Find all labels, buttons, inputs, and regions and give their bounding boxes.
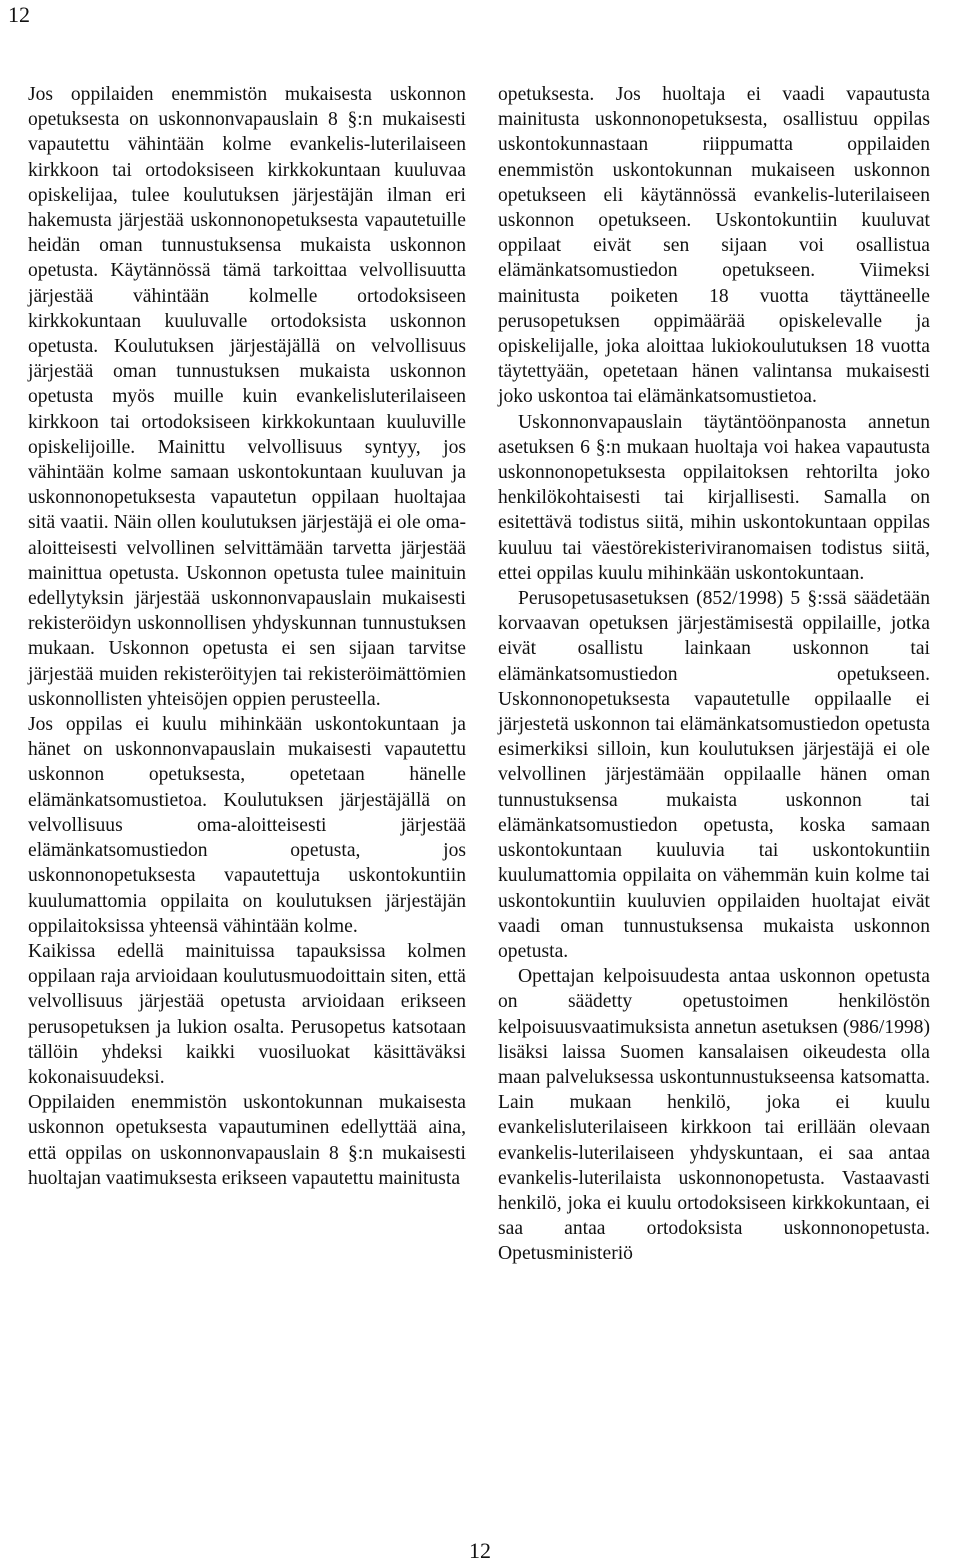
page-number-bottom: 12: [469, 1538, 491, 1563]
paragraph: opetuksesta. Jos huoltaja ei vaadi vapautusta mainitusta uskonnonopetuksesta, osallistuu oppilas uskontokunnastaan riippumatta oppilaiden enemmistön uskontokunnan mukaiseen uskonnon opetukseen eli käytännössä evankelis-luterilaiseen uskonnon opetukseen. Uskontokuntiin kuuluvat oppilaat eivät sen sijaan voi osallistua elämänkatsomustiedon opetukseen. Viimeksi mainitusta poiketen 18 vuotta täyttäneelle perusopetuksen oppimäärää opiskelevalle ja opiskelijalle, joka aloittaa lukiokoulutuksen 18 vuotta täytettyään, opetetaan hänen valintansa mukaisesti joko uskontoa tai elämänkatsomustietoa.: [498, 84, 930, 408]
paragraph: Opettajan kelpoisuudesta antaa uskonnon opetusta on säädetty opetustoimen henkilöstön kelpoisuusvaatimuksista annetun asetuksen (986/1998) lisäksi laissa Suomen kansalaisen oikeudesta olla maan palveluksessa uskontunnustukseensa katsomatta. Lain mukaan henkilö, joka ei kuulu evankelisluterilaiseen kirkkoon tai erillään olevaan evankelis-luterilaiseen yhdyskuntaan, ei saa antaa evankelis-luterilaista uskonnonopetusta. Vastaavasti henkilö, joka ei kuulu ortodoksiseen kirkkokuntaan, ei saa antaa ortodoksista uskonnonopetusta. Opetusministeriö: [498, 966, 930, 1265]
right-text-column: [498, 82, 930, 1267]
paragraph: Jos oppilaiden enemmistön mukaisesta uskonnon opetuksesta on uskonnonvapauslain 8 §:n mukaisesti vapautettu vähintään kolme evankelis-luterilaiseen kirkkoon tai ortodoksiseen kirkkokuntaan kuuluvaa opiskelijaa, tulee koulutuksen järjestäjän ilman eri hakemusta järjestää uskonnonopetuksesta vapautetuille heidän oman tunnustuksensa mukaista uskonnon opetusta. Käytännössä tämä tarkoittaa velvollisuutta järjestää vähintään kolmelle ortodoksiseen kirkkokuntaan kuuluvalle ortodoksista uskonnon opetusta. Koulutuksen järjestäjällä on velvollisuus järjestää oman tunnustuksen mukaista uskonnon opetusta myös muille kuin evankelisluterilaiseen kirkkoon tai ortodoksiseen kirkkokuntaan kuuluville opiskelijoille. Mainittu velvollisuus syntyy, jos vähintään kolme samaan uskontokuntaan kuuluvan ja uskonnonopetuksesta vapautetun oppilaan huoltajaa sitä vaatii. Näin ollen koulutuksen järjestäjä ei ole oma-aloitteisesti velvollinen selvittämään tarvetta järjestää mainittua opetusta. Uskonnon opetusta tulee mainituin edellytyksin järjestää uskonnonvapauslain mukaisesti rekisteröidyn uskonnollisen yhdyskunnan tunnustuksen mukaan. Uskonnon opetusta ei sen sijaan tarvitse järjestää muiden rekisteröityjen tai rekisteröimättömien uskonnollisten yhteisöjen oppien perusteella.: [28, 84, 466, 710]
paragraph: Uskonnonvapauslain täytäntöönpanosta annetun asetuksen 6 §:n mukaan huoltaja voi hakea vapautusta uskonnonopetuksesta oppilaitoksen rehtorilta joko henkilökohtaisesti tai kirjallisesti. Samalla on esitettävä todistus siitä, mihin uskontokuntaan oppilas kuuluu tai väestörekisteriviranomaisen todistus siitä, ettei oppilas kuulu mihinkään uskontokuntaan.: [498, 411, 930, 584]
left-text-column: [28, 82, 466, 1191]
paragraph: Perusopetusasetuksen (852/1998) 5 §:ssä säädetään korvaavan opetuksen järjestämisestä oppilaille, jotka eivät osallistu lainkaan uskonnon tai elämänkatsomustiedon opetukseen. Uskonnonopetuksesta vapautetulle oppilaalle ei järjestetä uskonnon tai elämänkatsomustiedon opetusta esimerkiksi silloin, kun koulutuksen järjestäjä ei ole velvollinen järjestämään oppilaalle hänen oman tunnustuksensa mukaista uskonnon tai elämänkatsomustiedon opetusta, koska samaan uskontokuntaan kuuluvia tai uskontokuntiin kuulumattomia oppilaita on vähemmän kuin kolme tai uskontokuntiin kuuluvien oppilaiden huoltajat eivät vaadi oman tunnustuksensa mukaista uskonnon opetusta.: [498, 588, 930, 962]
paragraph: Oppilaiden enemmistön uskontokunnan mukaisesta uskonnon opetuksesta vapautuminen edellyttää aina, että oppilas on uskonnonvapauslain 8 §:n mukaisesti huoltajan vaatimuksesta erikseen vapautettu mainitusta: [28, 1092, 466, 1189]
paragraph: Jos oppilas ei kuulu mihinkään uskontokuntaan ja hänet on uskonnonvapauslain mukaisesti vapautettu uskonnon opetuksesta, opetetaan hänelle elämänkatsomustietoa. Koulutuksen järjestäjällä on velvollisuus oma-aloitteisesti järjestää elämänkatsomustiedon opetusta, jos uskonnonopetuksesta vapautettuja uskontokuntiin kuulumattomia oppilaita on koulutuksen järjestäjän oppilaitoksissa yhteensä vähintään kolme.: [28, 714, 466, 937]
page-number-top: 12: [8, 2, 30, 27]
paragraph: Kaikissa edellä mainituissa tapauksissa kolmen oppilaan raja arvioidaan koulutusmuodoittain siten, että velvollisuus järjestää opetusta arvioidaan erikseen perusopetuksen ja lukion osalta. Perusopetus katsotaan tällöin yhdeksi kaikki vuosiluokat käsittäväksi kokonaisuudeksi.: [28, 940, 466, 1088]
